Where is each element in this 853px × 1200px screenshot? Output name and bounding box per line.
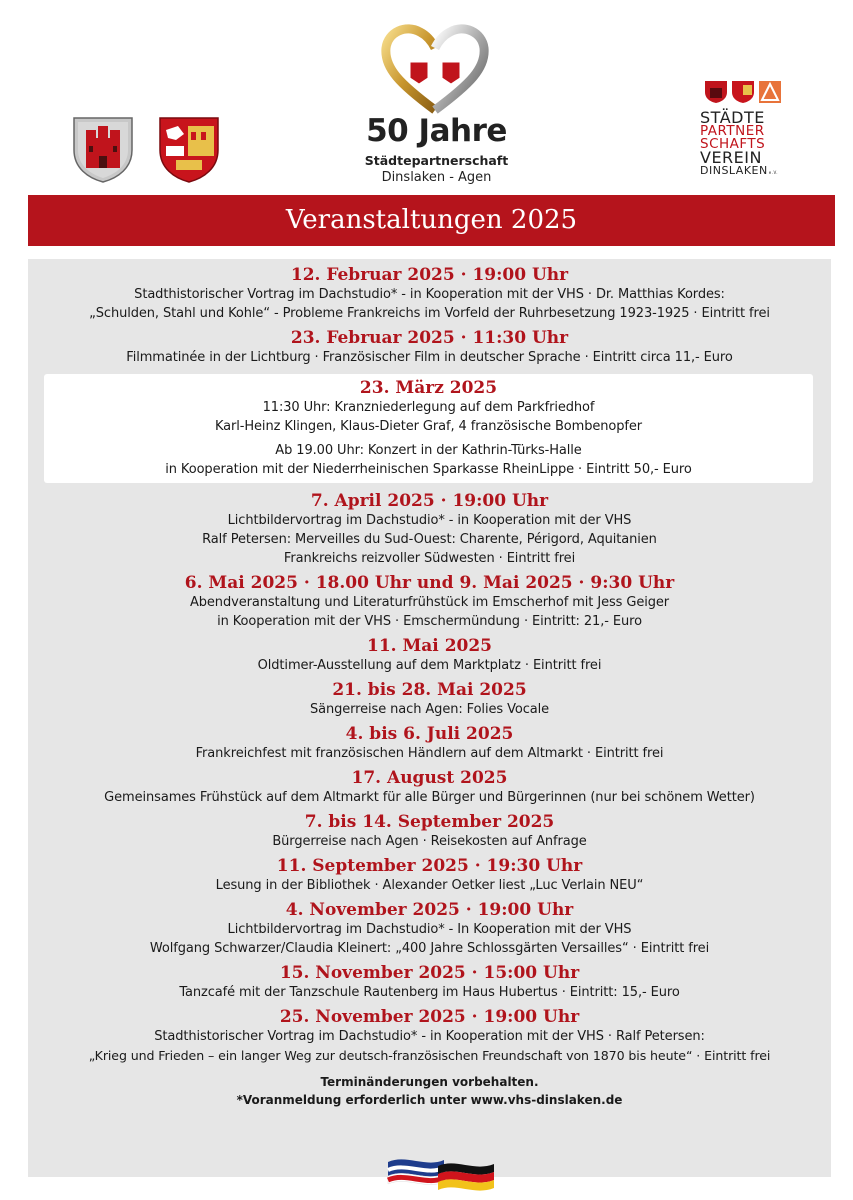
event-line: Filmmatinée in der Lichtburg · Französischer Film in deutscher Sprache · Eintritt circa 11,- Euro: [126, 350, 733, 365]
wedding-rings-heart-icon: [380, 22, 490, 114]
verein-suffix: e.V.: [768, 170, 778, 175]
verein-word-1: STÄDTE: [700, 108, 765, 127]
event-line: Wolfgang Schwarzer/Claudia Kleinert: „400 Jahre Schlossgärten Versailles“ · Eintritt frei: [149, 941, 710, 956]
event-item: [28, 1004, 831, 1067]
event-line: in Kooperation mit der Niederrheinischen Sparkasse RheinLippe · Eintritt 50,- Euro: [165, 462, 692, 477]
event-line: Lesung in der Bibliothek · Alexander Oetker liest „Luc Verlain NEU“: [215, 878, 644, 893]
event-date: 4. bis 6. Juli 2025: [345, 724, 514, 744]
verein-word-2: PARTNER: [700, 123, 765, 139]
event-date: 4. November 2025 · 19:00 Uhr: [285, 900, 574, 920]
event-date: 17. August 2025: [351, 768, 508, 788]
event-item: [28, 488, 831, 570]
events-banner: Veranstaltungen 2025: [28, 195, 835, 246]
event-line: Ralf Petersen: Merveilles du Sud-Ouest: Charente, Périgord, Aquitanien: [202, 532, 657, 547]
event-line: in Kooperation mit der VHS · Emschermündung · Eintritt: 21,- Euro: [217, 614, 642, 629]
event-date: 11. Mai 2025: [366, 636, 493, 656]
event-item: [28, 960, 831, 1004]
french-german-flags-icon: [386, 1152, 496, 1196]
event-line: 11:30 Uhr: Kranzniederlegung auf dem Parkfriedhof: [262, 400, 595, 415]
event-item: [28, 633, 831, 677]
event-date: 23. März 2025: [359, 378, 498, 398]
event-date: 7. bis 14. September 2025: [304, 812, 555, 832]
event-line: Abendveranstaltung und Literaturfrühstück im Emscherhof mit Jess Geiger: [189, 595, 670, 610]
event-item: [28, 677, 831, 721]
event-item: [28, 897, 831, 960]
event-line: „Schulden, Stahl und Kohle“ - Probleme Frankreichs im Vorfeld der Ruhrbesetzung 1923-1925 · Eintritt frei: [89, 306, 770, 321]
event-line: Gemeinsames Frühstück auf dem Altmarkt für alle Bürger und Bürgerinnen (nur bei schönem Wetter): [104, 790, 755, 805]
event-line: Karl-Heinz Klingen, Klaus-Dieter Graf, 4 französische Bombenopfer: [214, 419, 643, 434]
event-date: 12. Februar 2025 · 19:00 Uhr: [290, 265, 569, 285]
jubilee-title: 50 Jahre: [366, 113, 507, 149]
event-date: 7. April 2025 · 19:00 Uhr: [310, 491, 549, 511]
mini-crest-agen-icon: [731, 80, 755, 104]
event-line: Stadthistorischer Vortrag im Dachstudio* - in Kooperation mit der VHS · Dr. Matthias Kordes:: [134, 287, 725, 302]
event-date: 23. Februar 2025 · 11:30 Uhr: [290, 328, 569, 348]
event-line: Tanzcafé mit der Tanzschule Rautenberg im Haus Hubertus · Eintritt: 15,- Euro: [179, 985, 680, 1000]
event-line: Bürgerreise nach Agen · Reisekosten auf Anfrage: [272, 834, 587, 849]
mini-crest-dinslaken-icon: [704, 80, 728, 104]
event-item: [28, 325, 831, 369]
event-item: [28, 721, 831, 765]
note-registration: *Voranmeldung erforderlich unter www.vhs-dinslaken.de: [236, 1093, 623, 1107]
partnership-association-logo: [700, 80, 790, 178]
jubilee-subtitle: Städtepartnerschaft: [364, 153, 509, 168]
event-line: Stadthistorischer Vortrag im Dachstudio* - in Kooperation mit der VHS · Ralf Petersen:: [154, 1029, 705, 1044]
events-list: [28, 262, 831, 1109]
event-date: 6. Mai 2025 · 18.00 Uhr und 9. Mai 2025 · 9:30 Uhr: [184, 573, 675, 593]
mini-crest-triangle-icon: [758, 80, 782, 104]
partner-cities: Dinslaken - Agen: [381, 170, 492, 185]
event-line: Ab 19.00 Uhr: Konzert in der Kathrin-Türks-Halle: [275, 443, 582, 458]
verein-word-4: VEREIN: [700, 148, 762, 167]
event-line: Frankreichs reizvoller Südwesten · Eintritt frei: [283, 551, 576, 566]
event-item: [28, 809, 831, 853]
event-line: Lichtbildervortrag im Dachstudio* - In Kooperation mit der VHS: [227, 922, 632, 937]
event-item: [28, 262, 831, 325]
verein-word-5: DINSLAKENe.V.: [700, 164, 778, 177]
verein-crests: [704, 80, 790, 104]
event-date: 25. November 2025 · 19:00 Uhr: [279, 1007, 580, 1027]
event-line: „Krieg und Frieden – ein langer Weg zur deutsch-französischen Freundschaft von 1870 bis heute“ · Eintritt frei: [88, 1048, 771, 1063]
footnotes: [28, 1073, 831, 1109]
event-item-highlighted: [44, 374, 813, 483]
event-item: [28, 853, 831, 897]
event-line: Sängerreise nach Agen: Folies Vocale: [309, 702, 550, 717]
event-item: [28, 570, 831, 633]
verein-word-3: SCHAFTS: [700, 135, 766, 152]
event-line: Lichtbildervortrag im Dachstudio* - in Kooperation mit der VHS: [227, 513, 632, 528]
note-changes: Terminänderungen vorbehalten.: [320, 1075, 539, 1089]
event-date: 21. bis 28. Mai 2025: [332, 680, 527, 700]
event-date: 15. November 2025 · 15:00 Uhr: [279, 963, 580, 983]
event-date: 11. September 2025 · 19:30 Uhr: [276, 856, 583, 876]
event-line: Oldtimer-Ausstellung auf dem Marktplatz · Eintritt frei: [257, 658, 602, 673]
event-item: [28, 765, 831, 809]
event-line: Frankreichfest mit französischen Händlern auf dem Altmarkt · Eintritt frei: [195, 746, 664, 761]
